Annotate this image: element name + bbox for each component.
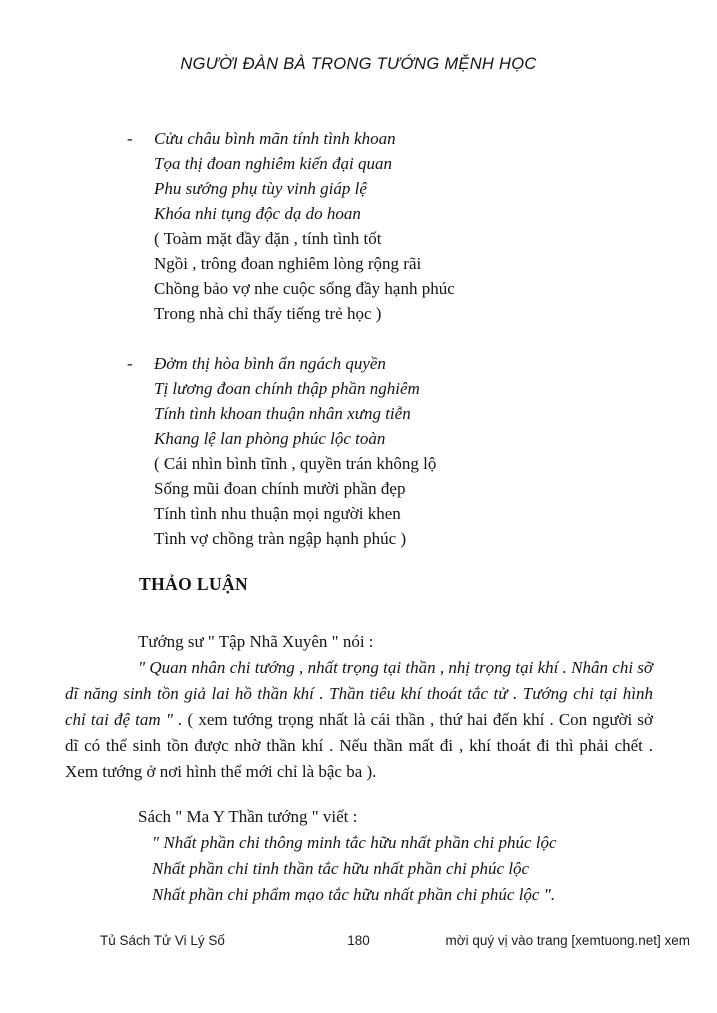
- quote-line: Nhất phần chi phẩm mạo tắc hữu nhất phần chi phúc lộc ".: [152, 885, 556, 904]
- poem-line: Tị lương đoan chính thập phần nghiêm: [154, 379, 420, 398]
- quote-line: Nhất phần chi tinh thần tắc hữu nhất phần chi phúc lộc: [152, 859, 530, 878]
- discussion-quote-line: dĩ năng sinh tồn giả lai hồ thần khí . Thần tiêu khí thoát tắc tử . Tướng chi tại hình: [65, 684, 653, 703]
- poem-translation-line: ( Cái nhìn bình tĩnh , quyền trán không lộ: [154, 454, 437, 473]
- poem-stanza-2: [127, 351, 437, 551]
- poem-line: Tọa thị đoan nghiêm kiến đại quan: [154, 154, 392, 173]
- poem-translation-line: Ngồi , trông đoan nghiêm lòng rộng rãi: [154, 254, 422, 273]
- discussion-quote-line: " Quan nhân chi tướng , nhất trọng tại thần , nhị trọng tại khí . Nhân chi sỡ: [138, 658, 653, 677]
- poem-line: Phu sướng phụ tùy vinh giáp lệ: [154, 179, 367, 198]
- poem-line: Tính tình khoan thuận nhân xưng tiễn: [154, 404, 411, 423]
- discussion-explanation-line: Xem tướng ở nơi hình thể mới chỉ là bậc ba ).: [65, 762, 377, 781]
- quote-intro-line: Sách " Ma Y Thần tướng " viết :: [138, 807, 358, 826]
- poem-line: Khóa nhi tụng độc dạ do hoan: [154, 204, 361, 223]
- poem-stanza-1: [127, 126, 455, 326]
- poem-translation-line: Tính tình nhu thuận mọi người khen: [154, 504, 401, 523]
- section-heading-thao-luan: THẢO LUẬN: [139, 574, 249, 594]
- poem-translation-line: Trong nhà chỉ thấy tiếng trẻ học ): [154, 304, 382, 323]
- discussion-intro-line: Tướng sư " Tập Nhã Xuyên " nói :: [138, 632, 374, 651]
- footer-promo-text: mời quý vị vào trang [xemtuong.net] xem: [445, 933, 690, 948]
- discussion-explanation-fragment: ( xem tướng trọng nhất là cái thần , thứ hai đến khí . Con người sở: [187, 710, 653, 729]
- poem-translation-line: ( Toàm mặt đầy đặn , tính tình tốt: [154, 229, 382, 248]
- discussion-explanation-line: dĩ có thể sinh tồn được nhờ thần khí . Nếu thần mất đi , khí thoát đi thì phải chết .: [65, 736, 653, 755]
- poem-translation-line: Sống mũi đoan chính mười phần đẹp: [154, 479, 406, 498]
- poem-translation-line: Chồng bảo vợ nhe cuộc sống đầy hạnh phúc: [154, 279, 455, 298]
- footer-page-number: 180: [347, 933, 370, 948]
- discussion-paragraph: [65, 629, 653, 785]
- quote-line: " Nhất phần chi thông minh tắc hữu nhất phần chi phúc lộc: [152, 833, 557, 852]
- stanza-dash-marker: -: [127, 129, 133, 148]
- discussion-quote-fragment: chỉ tai đệ tam " .: [65, 710, 188, 729]
- page-title: NGƯỜI ĐÀN BÀ TRONG TƯỚNG MỆNH HỌC: [180, 55, 537, 73]
- page-footer: [0, 933, 717, 948]
- poem-translation-line: Tình vợ chồng tràn ngập hạnh phúc ): [154, 529, 407, 548]
- ma-y-quote-section: [65, 804, 653, 908]
- poem-line: Đởm thị hòa bình ẩn ngách quyền: [154, 354, 386, 373]
- discussion-mixed-line: [65, 707, 653, 733]
- stanza-dash-marker: -: [127, 354, 133, 373]
- poem-line: Khang lệ lan phòng phúc lộc toàn: [154, 429, 386, 448]
- poem-line: Cửu châu bình mãn tính tình khoan: [154, 129, 396, 148]
- footer-series-name: Tủ Sách Tử Vi Lý Số: [100, 933, 225, 948]
